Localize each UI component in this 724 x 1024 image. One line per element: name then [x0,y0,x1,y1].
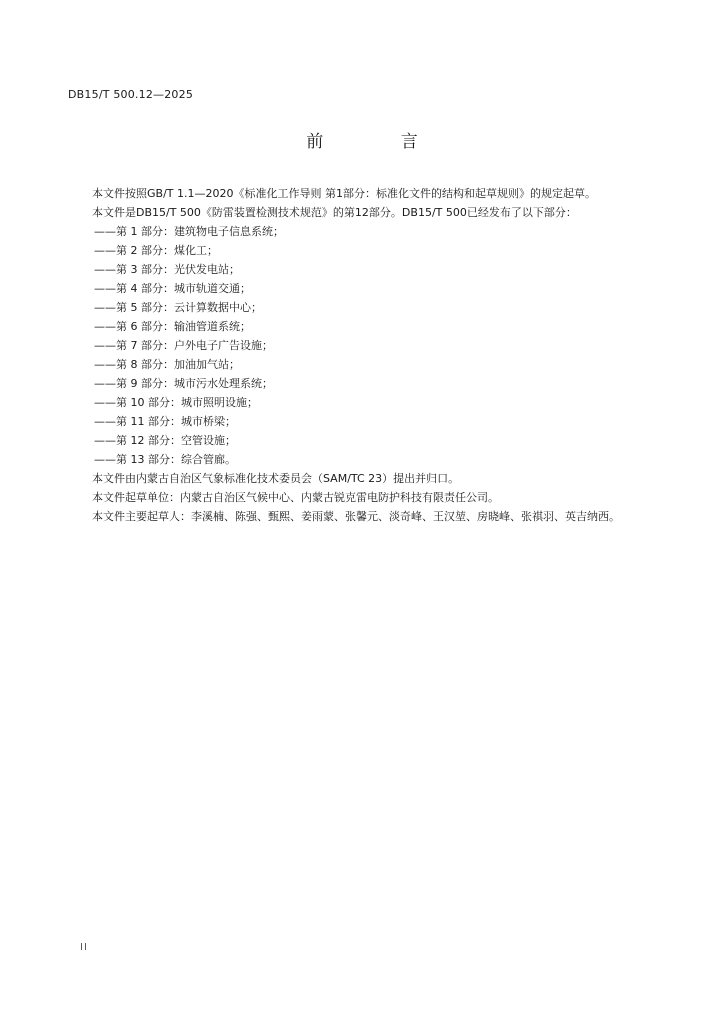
list-item: ——第 5 部分：云计算数据中心； [94,301,262,314]
list-item: ——第 8 部分：加油加气站； [94,358,240,371]
preface-title: 前 言 [306,132,454,152]
list-item: ——第 9 部分：城市污水处理系统； [94,377,273,390]
list-item: ——第 1 部分：建筑物电子信息系统； [94,225,284,238]
paragraph-drafters: 本文件主要起草人：李溪楠、陈强、甄熙、姜雨蒙、张馨元、淡奇峰、王汉堃、房晓峰、张祺羽、英吉纳西。 [92,510,620,523]
parts-list [68,222,658,469]
list-item: ——第 7 部分：户外电子广告设施； [94,339,273,352]
list-item: ——第 3 部分：光伏发电站； [94,263,240,276]
paragraph-proposer: 本文件由内蒙古自治区气象标准化技术委员会（SAM/TC 23）提出并归口。 [92,472,460,485]
preface-body [68,184,658,526]
list-item: ——第 12 部分：空管设施； [94,434,236,447]
list-item: ——第 11 部分：城市桥梁； [94,415,236,428]
list-item: ——第 10 部分：城市照明设施； [94,396,258,409]
document-code: DB15/T 500.12—2025 [68,88,194,101]
list-item: ——第 2 部分：煤化工； [94,244,218,257]
paragraph-drafting-rules: 本文件按照GB/T 1.1—2020《标准化工作导则 第1部分：标准化文件的结构和起草规则》的规定起草。 [92,187,596,200]
paragraph-drafting-units: 本文件起草单位：内蒙古自治区气候中心、内蒙古锐克雷电防护科技有限责任公司。 [92,491,499,504]
list-item: ——第 4 部分：城市轨道交通； [94,282,251,295]
paragraph-series-intro: 本文件是DB15/T 500《防雷装置检测技术规范》的第12部分。DB15/T 500已经发布了以下部分： [92,206,577,219]
list-item: ——第 13 部分：综合管廊。 [94,453,236,466]
page-number: II [80,942,88,953]
list-item: ——第 6 部分：输油管道系统； [94,320,251,333]
